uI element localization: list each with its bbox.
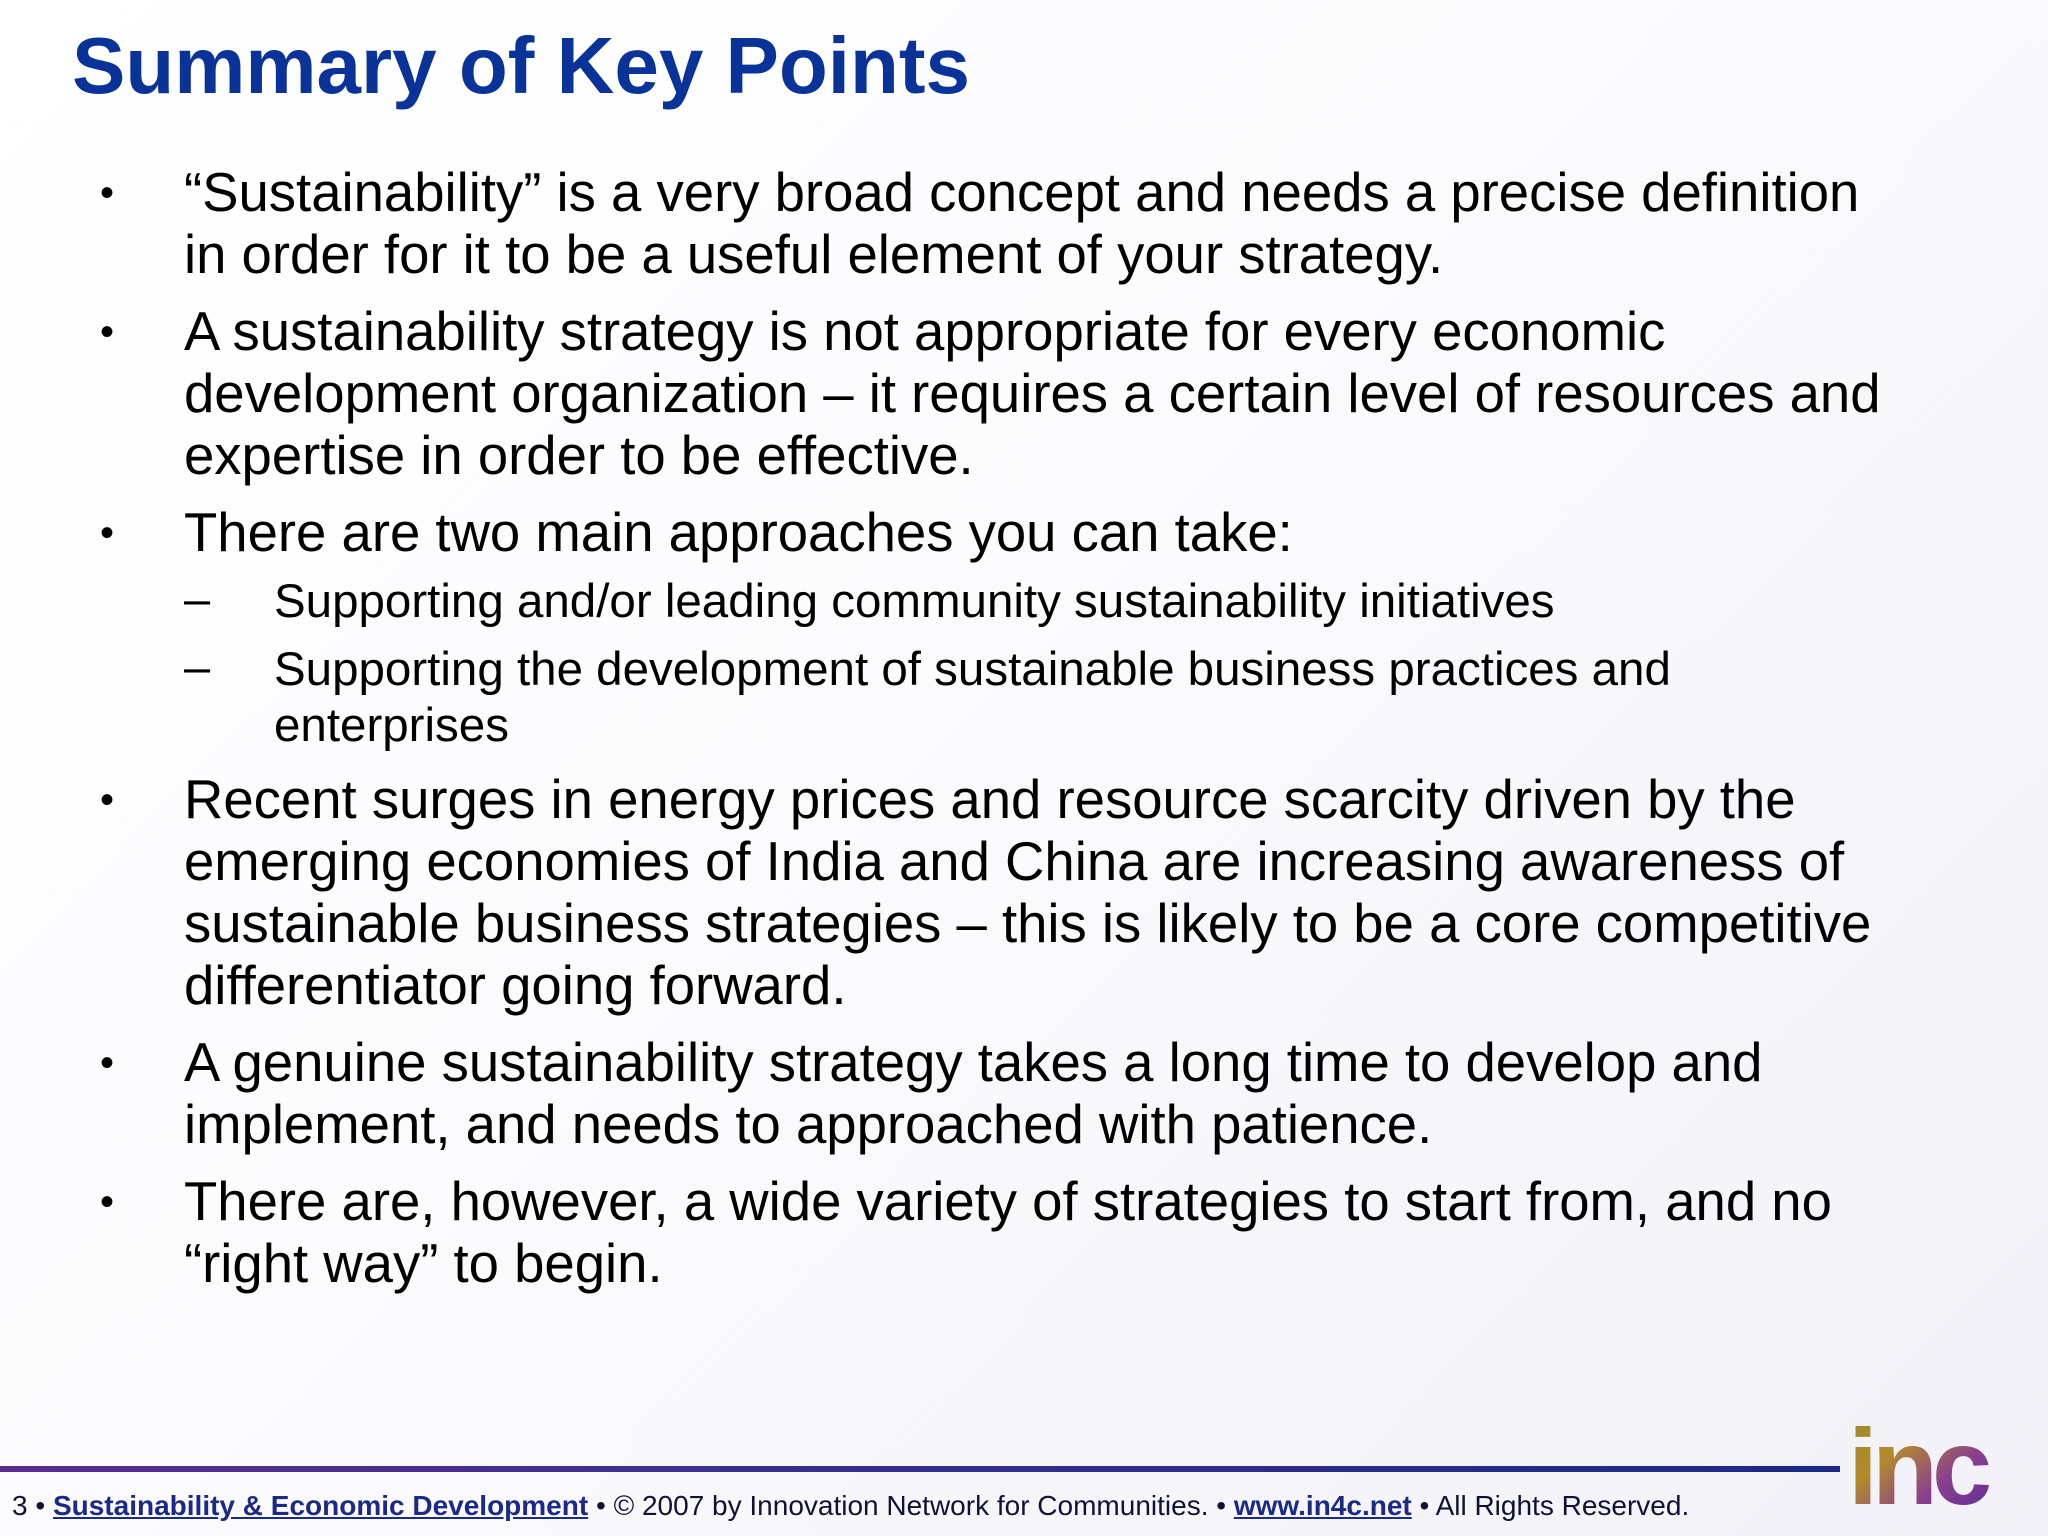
bullet-text: There are, however, a wide variety of strategies to start from, and no “right way” to begin.	[184, 1171, 1832, 1294]
bullet-text: A genuine sustainability strategy takes a long time to develop and implement, and needs to approached with patience.	[184, 1032, 1763, 1155]
logo-text: inc	[1848, 1418, 1987, 1518]
rights-text: All Rights Reserved.	[1435, 1490, 1690, 1521]
footer-separator: •	[35, 1490, 46, 1521]
footer-separator: •	[1419, 1490, 1430, 1521]
bullet-list	[100, 162, 1900, 1310]
bullet-icon: •	[100, 1180, 115, 1224]
bullet-text: There are two main approaches you can take:	[184, 502, 1293, 563]
bullet-item	[100, 162, 1900, 286]
footer	[12, 1488, 1689, 1524]
dash-icon: –	[184, 572, 211, 625]
dash-icon: –	[184, 640, 211, 693]
copyright-text: © 2007 by Innovation Network for Communities.	[613, 1490, 1209, 1521]
page-number: 3	[12, 1490, 28, 1521]
bullet-icon: •	[100, 171, 115, 215]
inc-logo	[1846, 1418, 2042, 1518]
footer-divider	[0, 1466, 1840, 1472]
footer-separator: •	[595, 1490, 606, 1521]
footer-title-link[interactable]: Sustainability & Economic Development	[52, 1490, 589, 1521]
bullet-text: Recent surges in energy prices and resource scarcity driven by the emerging economies of India and China are increasing awareness of sustainable business strategies – this is likely to be a core competitive differentiator going forward.	[184, 769, 1872, 1016]
bullet-text: “Sustainability” is a very broad concept and needs a precise definition in order for it to be a useful element of your strategy.	[184, 162, 1860, 285]
bullet-item	[100, 1032, 1900, 1156]
bullet-icon: •	[100, 310, 115, 354]
bullet-item	[100, 502, 1900, 754]
footer-separator: •	[1216, 1490, 1227, 1521]
website-link[interactable]: www.in4c.net	[1233, 1490, 1412, 1521]
sub-bullet-list	[184, 574, 1900, 754]
bullet-text: A sustainability strategy is not appropriate for every economic development organization – it requires a certain level of resources and expertise in order to be effective.	[184, 301, 1881, 486]
bullet-item	[100, 1171, 1900, 1295]
bullet-icon: •	[100, 1041, 115, 1085]
sub-bullet-text: Supporting the development of sustainable business practices and enterprises	[274, 643, 1671, 752]
bullet-icon: •	[100, 778, 115, 822]
bullet-icon: •	[100, 511, 115, 555]
sub-bullet-text: Supporting and/or leading community sustainability initiatives	[274, 575, 1555, 628]
bullet-item	[100, 769, 1900, 1017]
sub-bullet-item	[184, 574, 1900, 630]
slide-title: Summary of Key Points	[72, 21, 971, 110]
sub-bullet-item	[184, 642, 1900, 754]
bullet-item	[100, 301, 1900, 487]
